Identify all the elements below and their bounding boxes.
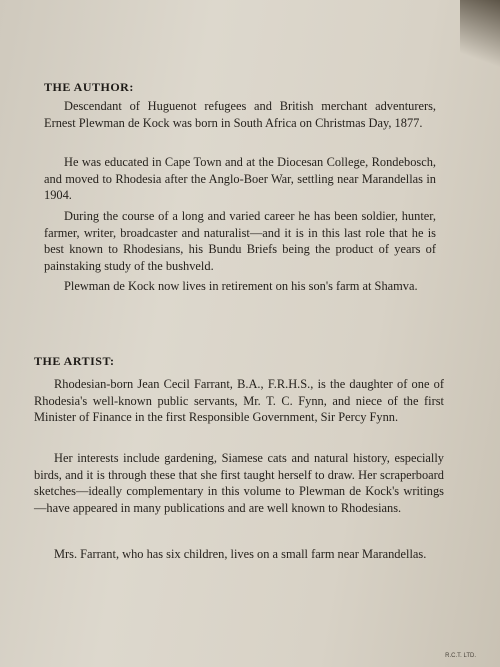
author-paragraph-2: He was educated in Cape Town and at the Diocesan College, Rondebosch, and moved to Rhodesia after the Anglo-Boer War, settling near Marandellas in 1904. [44,155,436,203]
artist-paragraph-3: Mrs. Farrant, who has six children, lives on a small farm near Marandellas. [54,547,427,561]
author-paragraph-4: Plewman de Kock now lives in retirement on his son's farm at Shamva. [64,279,418,293]
author-paragraph-3: During the course of a long and varied career he has been soldier, hunter, farmer, writer, broadcaster and naturalist—and it is in this last role that he is best known to Rhodesians, his Bundu Briefs being the product of years of painstaking study of the bushveld. [44,209,436,273]
author-paragraph-1: Descendant of Huguenot refugees and British merchant adventurers, Ernest Plewman de Kock was born in South Africa on Christmas Day, 1877. [44,99,436,130]
artist-paragraph-1: Rhodesian-born Jean Cecil Farrant, B.A., F.R.H.S., is the daughter of one of Rhodesia's well-known public servants, Mr. T. C. Fynn, and niece of the first Minister of Finance in the first Responsible Government, Sir Percy Fynn. [34,377,444,425]
artist-heading: THE ARTIST: [34,354,115,368]
author-heading: THE AUTHOR: [44,80,134,94]
artist-paragraph-2: Her interests include gardening, Siamese cats and natural history, especially birds, and it is through these that she first taught herself to draw. Her scraperboard sketches—ideally complementary in this volume to Plewman de Kock's writings—have appeared in many publications and are well known to Rhodesians. [34,451,444,515]
printer-imprint: R.C.T. LTD. [445,653,476,659]
page-corner-shadow [460,0,500,70]
